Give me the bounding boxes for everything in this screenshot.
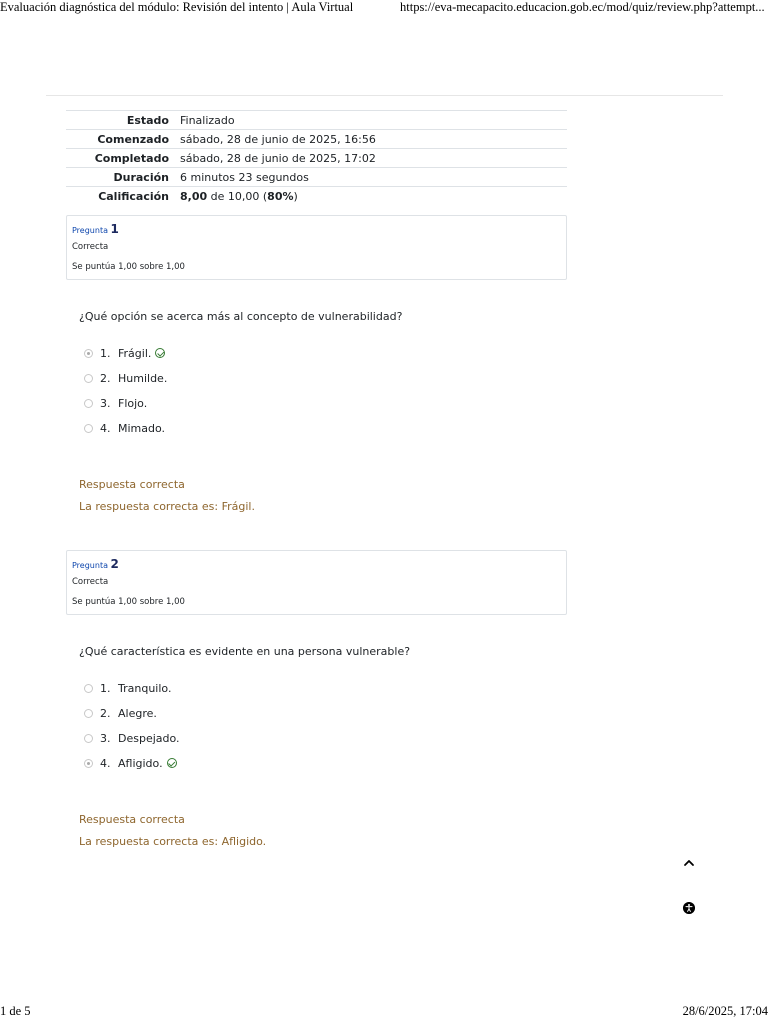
chevron-up-icon[interactable] <box>682 857 696 869</box>
check-circle-icon <box>155 348 165 358</box>
question-text: ¿Qué característica es evidente en una persona vulnerable? <box>79 645 411 658</box>
answer-label: Afligido. <box>118 756 163 770</box>
radio-button[interactable] <box>84 684 93 693</box>
radio-button[interactable] <box>84 399 93 408</box>
question-number-value: 2 <box>110 557 119 571</box>
answer-number: 2. <box>100 706 111 720</box>
grade-score: 8,00 <box>180 189 208 203</box>
answer-number: 3. <box>100 731 111 745</box>
summary-row <box>66 149 567 168</box>
answer-option[interactable] <box>84 730 180 746</box>
answer-option[interactable] <box>84 370 167 386</box>
question-text: ¿Qué opción se acerca más al concepto de vulnerabilidad? <box>79 310 403 323</box>
answer-number: 1. <box>100 346 111 360</box>
answer-label: Flojo. <box>118 396 148 410</box>
summary-value: sábado, 28 de junio de 2025, 17:02 <box>180 151 376 165</box>
question-grade: Se puntúa 1,00 sobre 1,00 <box>72 262 185 272</box>
answer-number: 4. <box>100 421 111 435</box>
radio-button-checked[interactable] <box>84 349 93 358</box>
radio-button-checked[interactable] <box>84 759 93 768</box>
summary-label: Comenzado <box>97 132 169 146</box>
answer-option[interactable] <box>84 420 165 436</box>
grade-out-of: de 10,00 ( <box>207 189 268 203</box>
answer-option[interactable] <box>84 395 147 411</box>
summary-row <box>66 130 567 149</box>
question-info-box <box>66 215 567 280</box>
answer-label: Despejado. <box>118 731 180 745</box>
question-grade: Se puntúa 1,00 sobre 1,00 <box>72 597 185 607</box>
answer-number: 1. <box>100 681 111 695</box>
attempt-summary-table <box>66 110 567 205</box>
summary-row <box>66 168 567 187</box>
radio-button[interactable] <box>84 709 93 718</box>
summary-row <box>66 187 567 206</box>
check-circle-icon <box>167 758 177 768</box>
summary-row <box>66 111 567 130</box>
question-info-box <box>66 550 567 615</box>
answer-number: 3. <box>100 396 111 410</box>
answer-option[interactable] <box>84 345 165 361</box>
question-number <box>72 222 119 236</box>
summary-value: sábado, 28 de junio de 2025, 16:56 <box>180 132 376 146</box>
summary-label: Completado <box>94 151 169 165</box>
feedback-text: Respuesta correcta <box>79 478 185 491</box>
question-number-label: Pregunta <box>72 226 108 235</box>
print-page-title: Evaluación diagnóstica del módulo: Revisión del intento | Aula Virtual <box>0 0 354 14</box>
answer-label: Alegre. <box>118 706 157 720</box>
grade-percent: 80% <box>267 189 294 203</box>
answer-option[interactable] <box>84 705 157 721</box>
question-state: Correcta <box>72 242 109 252</box>
question-number <box>72 557 119 571</box>
answer-option[interactable] <box>84 755 177 771</box>
summary-label: Calificación <box>98 189 169 203</box>
summary-value: Finalizado <box>180 113 235 127</box>
answer-label: Frágil. <box>118 346 152 360</box>
summary-value-grade <box>169 187 567 206</box>
summary-value: 6 minutos 23 segundos <box>180 170 309 184</box>
answer-number: 2. <box>100 371 111 385</box>
summary-label: Estado <box>126 113 169 127</box>
radio-button[interactable] <box>84 424 93 433</box>
question-number-value: 1 <box>110 222 119 236</box>
print-page-number: 1 de 5 <box>0 1004 31 1018</box>
print-footer <box>0 1004 768 1024</box>
summary-label: Duración <box>113 170 169 184</box>
right-answer-text: La respuesta correcta es: Frágil. <box>79 500 255 513</box>
radio-button[interactable] <box>84 374 93 383</box>
answer-label: Tranquilo. <box>118 681 172 695</box>
answer-label: Humilde. <box>118 371 168 385</box>
feedback-text: Respuesta correcta <box>79 813 185 826</box>
question-number-label: Pregunta <box>72 561 108 570</box>
print-date: 28/6/2025, 17:04 <box>682 1004 768 1018</box>
accessibility-icon[interactable] <box>683 902 695 914</box>
radio-button[interactable] <box>84 734 93 743</box>
print-page-url: https://eva-mecapacito.educacion.gob.ec/mod/quiz/review.php?attempt... <box>400 0 765 14</box>
grade-close: ) <box>293 189 298 203</box>
answer-number: 4. <box>100 756 111 770</box>
top-divider <box>46 95 723 96</box>
answer-label: Mimado. <box>118 421 166 435</box>
answer-option[interactable] <box>84 680 171 696</box>
right-answer-text: La respuesta correcta es: Afligido. <box>79 835 267 848</box>
print-header <box>0 0 768 18</box>
question-state: Correcta <box>72 577 109 587</box>
